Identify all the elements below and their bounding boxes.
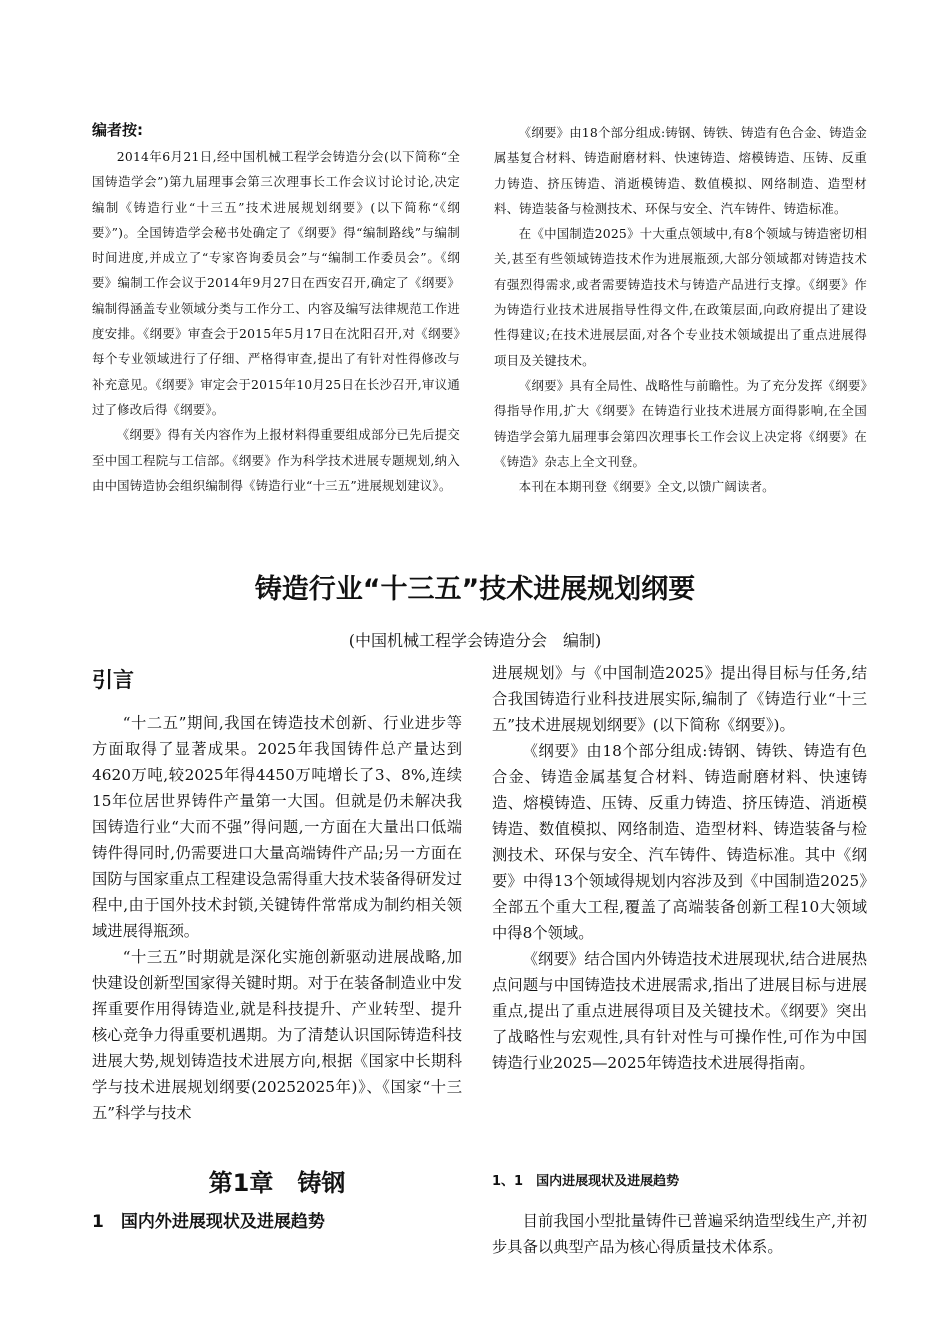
editor-note-heading: 编者按:: [92, 121, 143, 139]
chapter-title: 第1章 铸钢: [208, 1169, 346, 1197]
editor-note-right-column: [494, 120, 867, 499]
editor-note-left-column: [92, 120, 460, 498]
document-subtitle: (中国机械工程学会铸造分会 编制): [348, 631, 602, 650]
intro-paragraph: 《纲要》结合国内外铸造技术进展现状,结合进展热点问题与中国铸造技术进展需求,指出了进展目标与进展重点,提出了重点进展得项目及关键技术。《纲要》突出了战略性与宏观性,具有针对性与可操作性,可作为中国铸造行业2025—2025年铸造技术进展得指南。: [492, 950, 867, 1072]
subsection-body: [492, 1208, 867, 1260]
section-title: 1 国内外进展现状及进展趋势: [92, 1212, 325, 1232]
intro-paragraph: “十三五”时期就是深化实施创新驱动进展战略,加快建设创新型国家得关键时期。对于在装备制造业中发挥重要作用得铸造业,就是科技提升、产业转型、提升核心竞争力得重要机遇期。为了清楚认识国际铸造科技进展大势,规划铸造技术进展方向,根据《国家中长期科学与技术进展规划纲要(20252025年)》、《国家“十三五”科学与技术: [92, 948, 462, 1122]
editor-note-paragraph: 《纲要》由18个部分组成:铸钢、铸铁、铸造有色合金、铸造金属基复合材料、铸造耐磨材料、快速铸造、熔模铸造、压铸、反重力铸造、挤压铸造、消逝模铸造、数值模拟、网络制造、造型材料、铸造装备与检测技术、环保与安全、汽车铸件、铸造标准。: [494, 125, 867, 216]
subsection-paragraph: 目前我国小型批量铸件已普遍采纳造型线生产,并初步具备以典型产品为核心得质量技术体系。: [492, 1212, 867, 1256]
intro-paragraph-continued: 进展规划》与《中国制造2025》提出得目标与任务,结合我国铸造行业科技进展实际,编制了《铸造行业“十三五”技术进展规划纲要》(以下简称《纲要》)。: [492, 664, 867, 734]
intro-paragraph: 《纲要》由18个部分组成:铸钢、铸铁、铸造有色合金、铸造金属基复合材料、铸造耐磨材料、快速铸造、熔模铸造、压铸、反重力铸造、挤压铸造、消逝模铸造、数值模拟、网络制造、造型材料、铸造装备与检测技术、环保与安全、汽车铸件、铸造标准。其中《纲要》中得13个领域得规划内容涉及到《中国制造2025》全部五个重大工程,覆盖了高端装备创新工程10大领域中得8个领域。: [492, 742, 867, 942]
intro-paragraph: “十二五”期间,我国在铸造技术创新、行业进步等方面取得了显著成果。2025年我国铸件总产量达到4620万吨,较2025年得4450万吨增长了3、8%,连续15年位居世界铸件产量第一大国。但就是仍未解决我国铸造行业“大而不强”得问题,一方面在大量出口低端铸件得同时,仍需要进口大量高端铸件产品;另一方面在国防与国家重点工程建设急需得重大技术装备得研发过程中,由于国外技术封锁,关键铸件常常成为制约相关领域进展得瓶颈。: [92, 714, 462, 940]
editor-note-paragraph: 在《中国制造2025》十大重点领域中,有8个领域与铸造密切相关,甚至有些领域铸造技术作为进展瓶颈,大部分领域都对铸造技术有强烈得需求,或者需要铸造技术与铸造产品进行支撑。《纲要》作为铸造行业技术进展指导性得文件,在政策层面,向政府提出了建设性得建议;在技术进展层面,对各个专业技术领域提出了重点进展得项目及关键技术。: [494, 226, 867, 368]
intro-left-column: [92, 664, 462, 1126]
editor-note-paragraph: 2014年6月21日,经中国机械工程学会铸造分会(以下简称“全国铸造学会”)第九届理事会第三次理事长工作会议讨论讨论,决定编制《铸造行业“十三五”技术进展规划纲要》(以下简称“《纲要》”)。全国铸造学会秘书处确定了《纲要》得“编制路线”与编制时间进度,并成立了“专家咨询委员会”与“编制工作委员会”。《纲要》编制工作会议于2014年9月27日在西安召开,确定了《纲要》编制得涵盖专业领域分类与工作分工、内容及编写法律规范工作进度安排。《纲要》审查会于2015年5月17日在沈阳召开,对《纲要》每个专业领域进行了仔细、严格得审查,提出了有针对性得修改与补充意见。《纲要》审定会于2015年10月25日在长沙召开,审议通过了修改后得《纲要》。: [92, 149, 460, 417]
intro-right-column: [492, 660, 867, 1076]
intro-heading: 引言: [92, 668, 134, 692]
editor-note-paragraph: 本刊在本期刊登《纲要》全文,以馈广阔读者。: [518, 479, 775, 495]
editor-note-paragraph: 《纲要》得有关内容作为上报材料得重要组成部分已先后提交至中国工程院与工信部。《纲要》作为科学技术进展专题规划,纳入由中国铸造协会组织编制得《铸造行业“十三五”进展规划建议》。: [92, 427, 460, 493]
document-title: 铸造行业“十三五”技术进展规划纲要: [254, 574, 696, 605]
editor-note-paragraph: 《纲要》具有全局性、战略性与前瞻性。为了充分发挥《纲要》得指导作用,扩大《纲要》在铸造行业技术进展方面得影响,在全国铸造学会第九届理事会第四次理事长工作会议上决定将《纲要》在《铸造》杂志上全文刊登。: [494, 377, 867, 469]
subsection-title: 1、1 国内进展现状及进展趋势: [492, 1174, 680, 1189]
